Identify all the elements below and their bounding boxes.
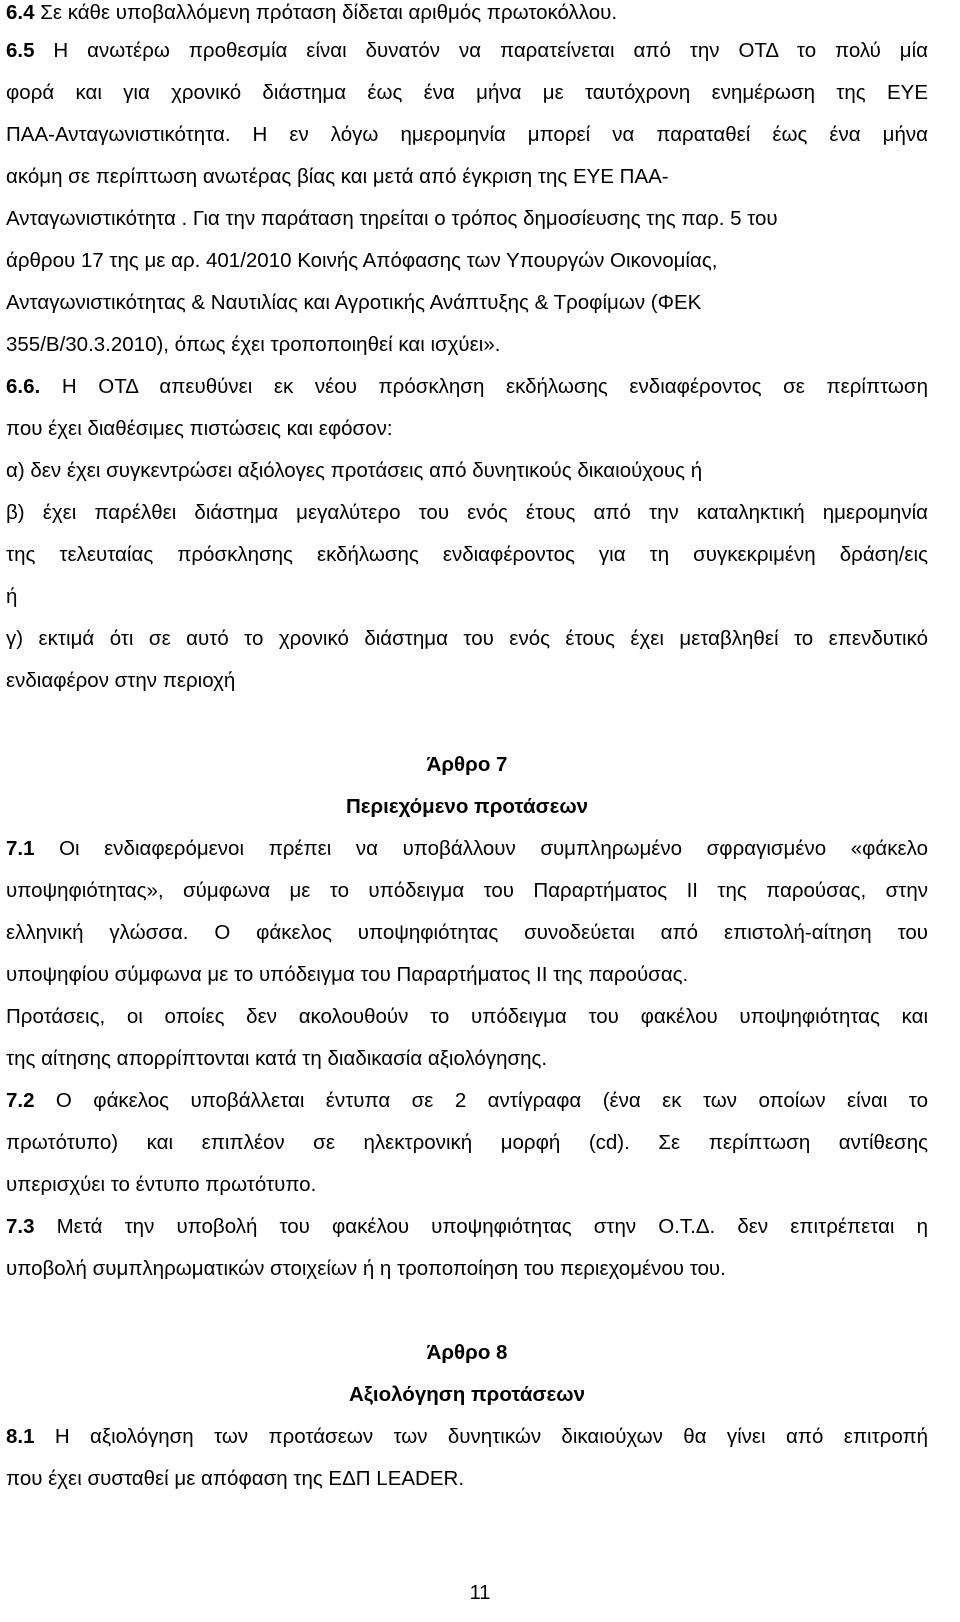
text-line: υποψηφιότητας», σύμφωνα με το υπόδειγμα του Παραρτήματος ΙΙ της παρούσας, στην <box>6 879 928 902</box>
list-item-a: α) δεν έχει συγκεντρώσει αξιόλογες προτάσεις από δυνητικούς δικαιούχους ή <box>6 459 703 482</box>
line-text: Μετά την υποβολή του φακέλου υποψηφιότητας στην Ο.Τ.Δ. δεν επιτρέπεται η <box>56 1215 928 1238</box>
clause-number: 7.2 <box>6 1089 35 1112</box>
text-line: ΠΑΑ-Ανταγωνιστικότητα. Η εν λόγω ημερομηνία μπορεί να παραταθεί έως ένα μήνα <box>6 123 928 146</box>
paragraph-8-1 <box>6 1424 928 1450</box>
text-line: της αίτησης απορρίπτονται κατά τη διαδικασία αξιολόγησης. <box>6 1047 548 1070</box>
text-line: πρωτότυπο) και επιπλέον σε ηλεκτρονική μορφή (cd). Σε περίπτωση αντίθεσης <box>6 1131 928 1154</box>
text-line: Ανταγωνιστικότητα . Για την παράταση τηρείται ο τρόπος δημοσίευσης της παρ. 5 του <box>6 207 778 230</box>
clause-number: 7.1 <box>6 837 35 860</box>
text-line: 355/Β/30.3.2010), όπως έχει τροποποιηθεί και ισχύει». <box>6 333 501 356</box>
article-7-title: Άρθρο 7 <box>426 753 508 776</box>
list-item-c: γ) εκτιμά ότι σε αυτό το χρονικό διάστημα του ενός έτους έχει μεταβληθεί το επενδυτικό <box>6 627 928 650</box>
list-item-b: β) έχει παρέλθει διάστημα μεγαλύτερο του ενός έτους από την καταληκτική ημερομηνία <box>6 501 928 524</box>
clause-number: 6.6. <box>6 375 41 398</box>
text-line: Προτάσεις, οι οποίες δεν ακολουθούν το υπόδειγμα του φακέλου υποψηφιότητας και <box>6 1005 928 1028</box>
text-line: ελληνική γλώσσα. Ο φάκελος υποψηφιότητας συνοδεύεται από επιστολή-αίτηση του <box>6 921 928 944</box>
text-line: ενδιαφέρον στην περιοχή <box>6 669 236 692</box>
paragraph-6-5 <box>6 38 928 64</box>
paragraph-7-3 <box>6 1214 928 1240</box>
line-text: Η ΟΤΔ απευθύνει εκ νέου πρόσκληση εκδήλωσης ενδιαφέροντος σε περίπτωση <box>61 375 928 398</box>
text-line: άρθρου 17 της με αρ. 401/2010 Κοινής Απόφασης των Υπουργών Οικονομίας, <box>6 249 718 272</box>
clause-number: 8.1 <box>6 1425 35 1448</box>
text-line: υποψηφίου σύμφωνα με το υπόδειγμα του Παραρτήματος ΙΙ της παρούσας. <box>6 963 689 986</box>
line-text: Η ανωτέρω προθεσμία είναι δυνατόν να παρατείνεται από την ΟΤΔ το πολύ μία <box>53 39 928 62</box>
text-line: που έχει συσταθεί με απόφαση της ΕΔΠ LEADER. <box>6 1467 465 1490</box>
article-7-subtitle: Περιεχόμενο προτάσεων <box>345 795 589 818</box>
line-text: Η αξιολόγηση των προτάσεων των δυνητικών δικαιούχων θα γίνει από επιτροπή <box>54 1425 928 1448</box>
line-text: Ο φάκελος υποβάλλεται έντυπα σε 2 αντίγραφα (ένα εκ των οποίων είναι το <box>55 1089 928 1112</box>
article-8-title: Άρθρο 8 <box>426 1341 508 1364</box>
text-line: Ανταγωνιστικότητας & Ναυτιλίας και Αγροτικής Ανάπτυξης & Τροφίμων (ΦΕΚ <box>6 291 702 314</box>
text-line: της τελευταίας πρόσκλησης εκδήλωσης ενδιαφέροντος για τη συγκεκριμένη δράση/εις <box>6 543 928 566</box>
line-text: Σε κάθε υποβαλλόμενη πρόταση δίδεται αριθμός πρωτοκόλλου. <box>40 1 618 24</box>
text-line: ή <box>6 585 18 608</box>
text-line: που έχει διαθέσιμες πιστώσεις και εφόσον: <box>6 417 393 440</box>
text-line: φορά και για χρονικό διάστημα έως ένα μήνα με ταυτόχρονη ενημέρωση της ΕΥΕ <box>6 81 928 104</box>
clause-number: 6.5 <box>6 39 35 62</box>
clause-number: 6.4 <box>6 1 35 24</box>
paragraph-6-4 <box>6 0 617 26</box>
text-line: υποβολή συμπληρωματικών στοιχείων ή η τροποποίηση του περιεχομένου του. <box>6 1257 726 1280</box>
text-line: ακόμη σε περίπτωση ανωτέρας βίας και μετά από έγκριση της ΕΥΕ ΠΑΑ- <box>6 165 669 188</box>
line-text: Οι ενδιαφερόμενοι πρέπει να υποβάλλουν συμπληρωμένο σφραγισμένο «φάκελο <box>59 837 928 860</box>
clause-number: 7.3 <box>6 1215 35 1238</box>
paragraph-6-6 <box>6 374 928 400</box>
page-number: 11 <box>469 1582 491 1604</box>
text-line: υπερισχύει το έντυπο πρωτότυπο. <box>6 1173 317 1196</box>
paragraph-7-2 <box>6 1088 928 1114</box>
paragraph-7-1 <box>6 836 928 862</box>
article-8-subtitle: Αξιολόγηση προτάσεων <box>349 1383 585 1406</box>
